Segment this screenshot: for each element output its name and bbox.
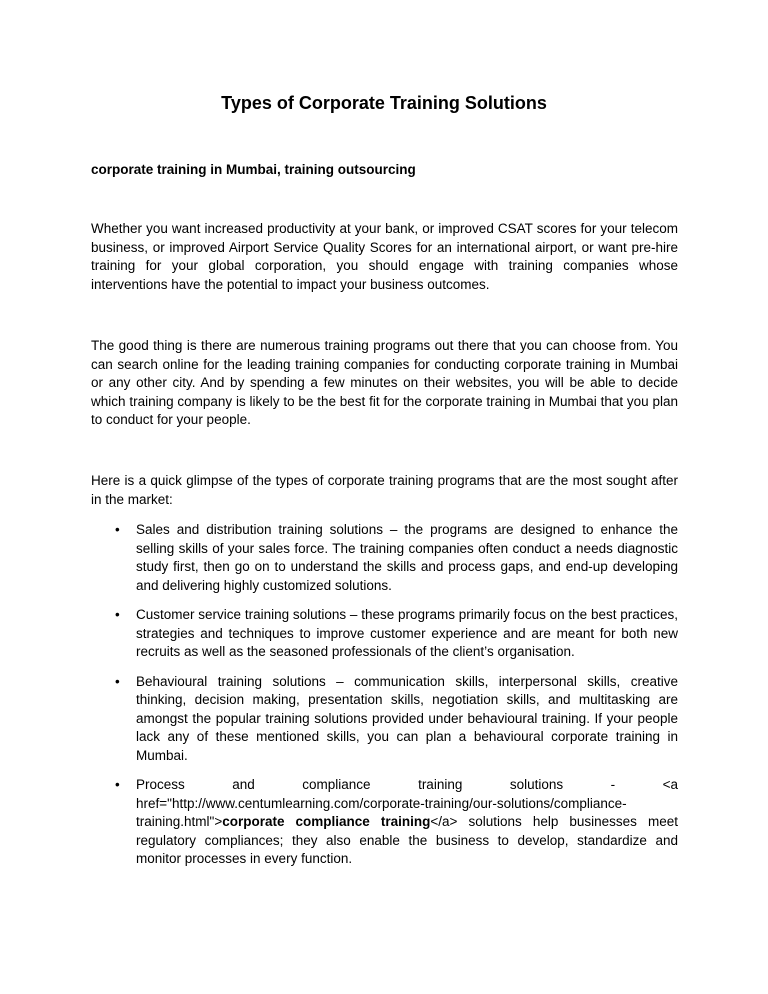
list-item-text: Sales and distribution training solutions – the programs are designed to enhance the selling skills of your sales force. The training companies often conduct a needs diagnostic study first, then go on to understand the skills and process gaps, and end-up developing and delivering highly customized solutions. (136, 522, 678, 593)
word: Process (136, 777, 185, 792)
word: solutions (509, 777, 564, 792)
list-item-first-line (136, 776, 678, 795)
markup-fragment: training.html"> (136, 814, 223, 829)
word: and (232, 777, 255, 792)
bullet-icon: • (115, 607, 120, 622)
list-item-href-line: href="http://www.centumlearning.com/corporate-training/our-solutions/compliance- (136, 795, 627, 811)
word: training (418, 777, 463, 792)
list-item-behavioural (91, 673, 678, 766)
word: compliance (302, 777, 371, 792)
word: - (610, 777, 616, 792)
paragraph-glimpse: Here is a quick glimpse of the types of corporate training programs that are the most sought after in the market: (91, 473, 678, 507)
list-item-compliance (91, 776, 678, 869)
word: <a (662, 777, 678, 792)
document-title: Types of Corporate Training Solutions (221, 93, 547, 113)
list-item-text: Customer service training solutions – these programs primarily focus on the best practices, strategies and techniques to improve customer experience and are meant for both new recruits as well as the seasoned professionals of the client’s organisation. (136, 607, 678, 659)
document-subtitle: corporate training in Mumbai, training outsourcing (91, 162, 416, 177)
list-item-customer-service (91, 606, 678, 662)
list-item-sales (91, 521, 678, 595)
list-item-rest (136, 813, 678, 869)
paragraph-programs: The good thing is there are numerous training programs out there that you can choose from. You can search online for the leading training companies for conducting corporate training in Mumbai or any other city. And by spending a few minutes on their websites, you will be able to decide which training company is likely to be the best fit for the corporate training in Mumbai that you plan to conduct for your people. (91, 338, 678, 427)
bullet-icon: • (115, 673, 120, 689)
list-item-tail: </a> solutions help businesses meet regulatory compliances; they also enable the business to develop, standardize and monitor processes in every function. (136, 814, 679, 866)
bullet-icon: • (115, 522, 120, 537)
compliance-link-text: corporate compliance training (222, 814, 431, 829)
list-item-text: Behavioural training solutions – communication skills, interpersonal skills, creative thinking, decision making, presentation skills, negotiation skills, and multitasking are amongst the popular training solutions provided under behavioural training. If your people lack any of these mentioned skills, you can plan a behavioural corporate training in Mumbai. (136, 673, 678, 763)
bullet-icon: • (115, 777, 120, 792)
training-types-list (91, 521, 678, 880)
paragraph-intro: Whether you want increased productivity at your bank, or improved CSAT scores for your telecom business, or improved Airport Service Quality Scores for an international airport, or want pre-hire training for your global corporation, you should engage with training companies whose interventions have the potential to impact your business outcomes. (91, 221, 678, 292)
